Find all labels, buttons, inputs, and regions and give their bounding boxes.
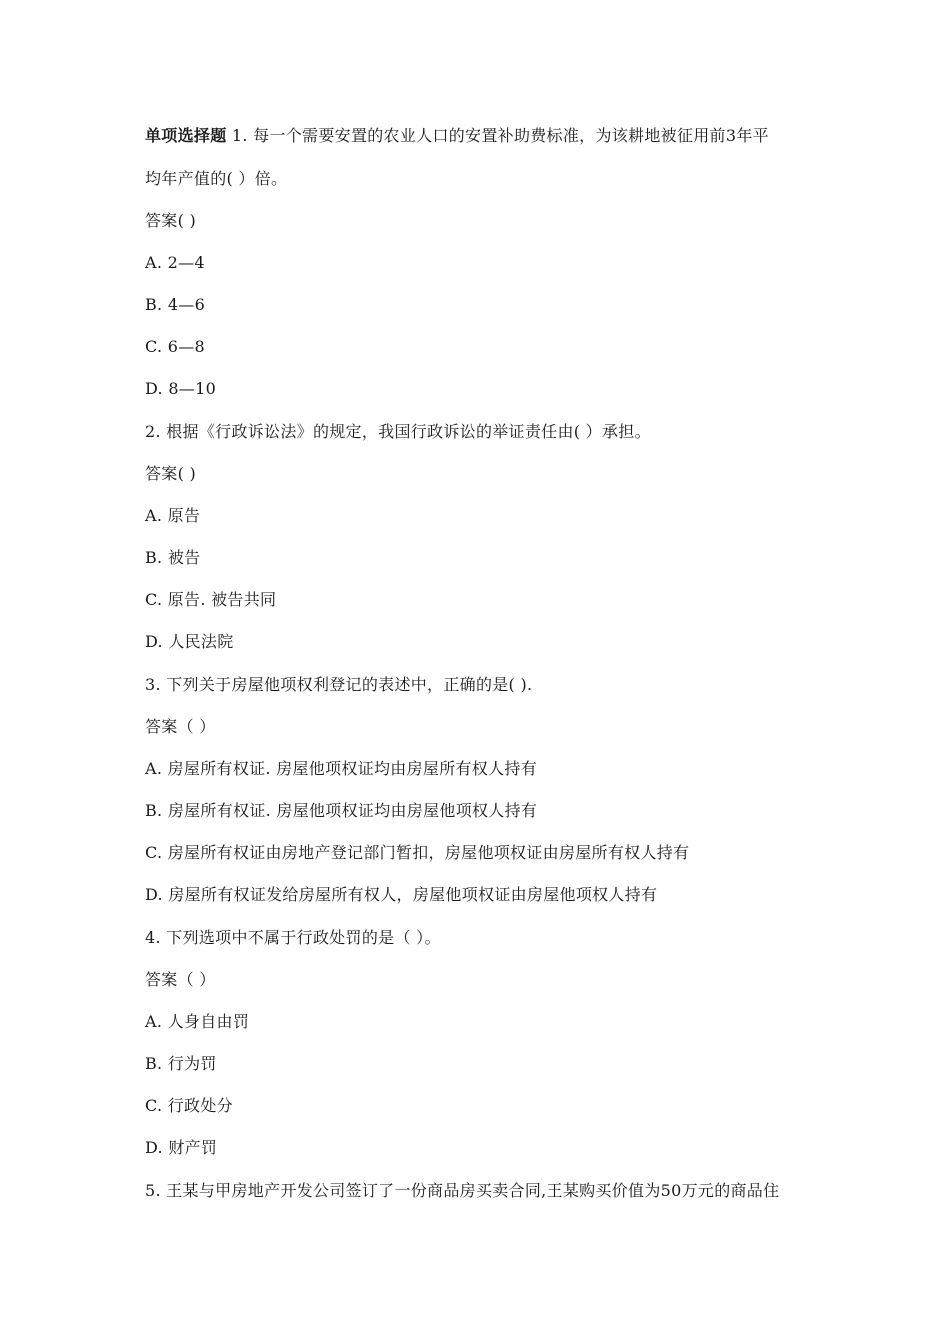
question-3-stem: 3. 下列关于房屋他项权利登记的表述中，正确的是( ). — [145, 675, 533, 694]
question-1-option-b: B. 4—6 — [145, 295, 206, 314]
question-3-option-d: D. 房屋所有权证发给房屋所有权人，房屋他项权证由房屋他项权人持有 — [145, 885, 658, 904]
question-3-answer: 答案（ ） — [145, 717, 216, 736]
section-title: 单项选择题 — [145, 126, 227, 145]
question-3-option-b: B. 房屋所有权证. 房屋他项权证均由房屋他项权人持有 — [145, 801, 538, 820]
question-1-option-a: A. 2—4 — [145, 253, 205, 272]
question-4-option-c: C. 行政处分 — [145, 1096, 233, 1115]
question-2-option-b: B. 被告 — [145, 548, 201, 567]
question-1-option-c: C. 6—8 — [145, 337, 206, 356]
question-1-answer: 答案( ) — [145, 211, 197, 230]
question-1-stem-line-2: 均年产值的( ）倍。 — [145, 169, 288, 188]
question-2-option-d: D. 人民法院 — [145, 632, 234, 651]
question-4-stem: 4. 下列选项中不属于行政处罚的是（ ）。 — [145, 928, 441, 947]
question-2-option-c: C. 原告. 被告共同 — [145, 590, 277, 609]
question-4-answer: 答案（ ） — [145, 970, 216, 989]
question-2-answer: 答案( ) — [145, 464, 197, 483]
question-1-stem-line-1 — [145, 126, 825, 146]
question-5-stem-line-1: 5. 王某与甲房地产开发公司签订了一份商品房买卖合同,王某购买价值为50万元的商品住 — [145, 1181, 780, 1200]
question-1-text: 1. 每一个需要安置的农业人口的安置补助费标准，为该耕地被征用前3年平 — [226, 126, 769, 145]
question-4-option-d: D. 财产罚 — [145, 1138, 218, 1157]
question-1-option-d: D. 8—10 — [145, 379, 217, 398]
question-4-option-a: A. 人身自由罚 — [145, 1012, 250, 1031]
question-3-option-a: A. 房屋所有权证. 房屋他项权证均由房屋所有权人持有 — [145, 759, 537, 778]
question-4-option-b: B. 行为罚 — [145, 1054, 217, 1073]
question-2-option-a: A. 原告 — [145, 506, 201, 525]
question-3-option-c: C. 房屋所有权证由房地产登记部门暂扣，房屋他项权证由房屋所有权人持有 — [145, 843, 690, 862]
question-2-stem: 2. 根据《行政诉讼法》的规定，我国行政诉讼的举证责任由( ）承担。 — [145, 422, 651, 441]
